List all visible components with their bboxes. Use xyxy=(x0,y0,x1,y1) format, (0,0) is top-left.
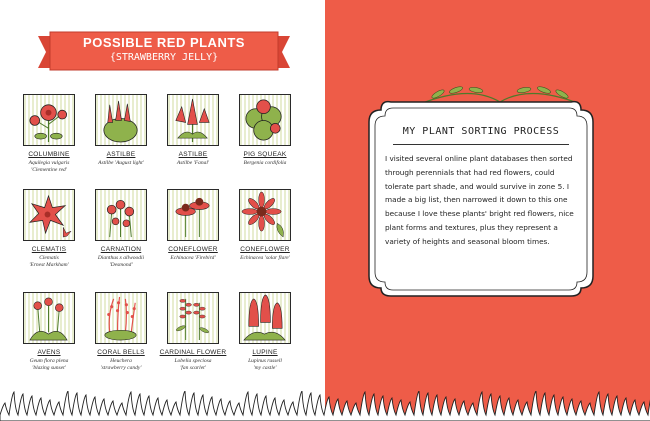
card-body-text: I visited several online plant databases then sorted through perennials that had red flowers, could tolerate part shade, and would survive in zone 5. I made a big list, then narrowed it down to this one because I love these plants' bright red flowers, nice plant forms and textures, plus they represent a variety of heights and seasonal bloom times. xyxy=(385,154,574,246)
plant-frame xyxy=(239,292,291,344)
plant-name: CLEMATIS xyxy=(31,246,67,253)
card-title-rule xyxy=(393,144,569,145)
plant-card-coneflower-solar xyxy=(230,189,300,289)
plant-frame xyxy=(167,292,219,344)
plant-latin-name: Lobelia speciosa 'fan scarlet' xyxy=(174,358,212,371)
plant-frame xyxy=(239,94,291,146)
plant-name: LUPINE xyxy=(252,349,278,356)
banner-subtitle: {STRAWBERRY JELLY} xyxy=(109,52,219,63)
coneflower-icon xyxy=(168,190,217,239)
plant-frame xyxy=(95,292,147,344)
columbine-icon xyxy=(24,95,73,144)
plant-card-carnation xyxy=(86,189,156,289)
plant-frame xyxy=(23,292,75,344)
plant-name: CONEFLOWER xyxy=(240,246,290,253)
plant-frame xyxy=(167,94,219,146)
plant-card-astilbe-august xyxy=(86,94,156,194)
plant-card-astilbe-fanal xyxy=(158,94,228,194)
plant-latin-name: Astilbe 'August light' xyxy=(98,160,144,166)
plant-card-coneflower-firebird xyxy=(158,189,228,289)
plant-latin-name: Aquilegia vulgaris 'Clementine red' xyxy=(28,160,70,173)
plant-name: PIG SQUEAK xyxy=(243,151,287,158)
plant-sorting-card xyxy=(365,100,597,298)
plant-latin-name: Clematis 'Ernest Markham' xyxy=(29,255,69,268)
plant-frame xyxy=(23,189,75,241)
title-banner xyxy=(38,30,290,74)
coral-bells-icon xyxy=(96,293,145,342)
plant-card-pig-squeak xyxy=(230,94,300,194)
banner-title: POSSIBLE RED PLANTS xyxy=(83,35,245,50)
plant-name: CARDINAL FLOWER xyxy=(159,349,227,356)
plant-latin-name: Dianthus x allwoodii 'Desmond' xyxy=(97,255,145,268)
plant-latin-name: Bergenia cordifolia xyxy=(243,160,287,166)
plant-name: CONEFLOWER xyxy=(168,246,218,253)
astilbe-bush-icon xyxy=(96,95,145,144)
plant-name: COLUMBINE xyxy=(28,151,70,158)
grass-border-decoration xyxy=(0,391,650,421)
plant-card-cardinal-flower xyxy=(158,292,228,392)
avens-icon xyxy=(24,293,73,342)
plant-latin-name: Astilbe 'Fanal' xyxy=(176,160,210,166)
plant-card-avens xyxy=(14,292,84,392)
card-title: MY PLANT SORTING PROCESS xyxy=(402,126,560,137)
plant-frame xyxy=(95,94,147,146)
lupine-icon xyxy=(240,293,289,342)
astilbe-plume-icon xyxy=(168,95,217,144)
plant-latin-name: Lupinus russell 'my castle' xyxy=(248,358,282,371)
plant-latin-name: Geum flora plena 'blazing sunset' xyxy=(29,358,69,371)
plant-card-clematis xyxy=(14,189,84,289)
coneflower-daisy-icon xyxy=(240,190,289,239)
plant-frame xyxy=(167,189,219,241)
plant-name: AVENS xyxy=(37,349,61,356)
plant-name: ASTILBE xyxy=(178,151,208,158)
plant-latin-name: Heuchera 'strawberry candy' xyxy=(100,358,142,371)
plant-card-lupine xyxy=(230,292,300,392)
plant-latin-name: Echinacea 'Firebird' xyxy=(170,255,216,261)
plant-latin-name: Echinacea 'solar flare' xyxy=(240,255,290,261)
plant-card-coral-bells xyxy=(86,292,156,392)
bergenia-icon xyxy=(240,95,289,144)
plant-name: CARNATION xyxy=(100,246,142,253)
plant-frame xyxy=(239,189,291,241)
cardinal-flower-icon xyxy=(168,293,217,342)
clematis-icon xyxy=(24,190,73,239)
carnation-icon xyxy=(96,190,145,239)
plant-name: CORAL BELLS xyxy=(97,349,145,356)
plant-name: ASTILBE xyxy=(106,151,136,158)
plant-frame xyxy=(23,94,75,146)
plant-frame xyxy=(95,189,147,241)
plant-card-columbine xyxy=(14,94,84,194)
